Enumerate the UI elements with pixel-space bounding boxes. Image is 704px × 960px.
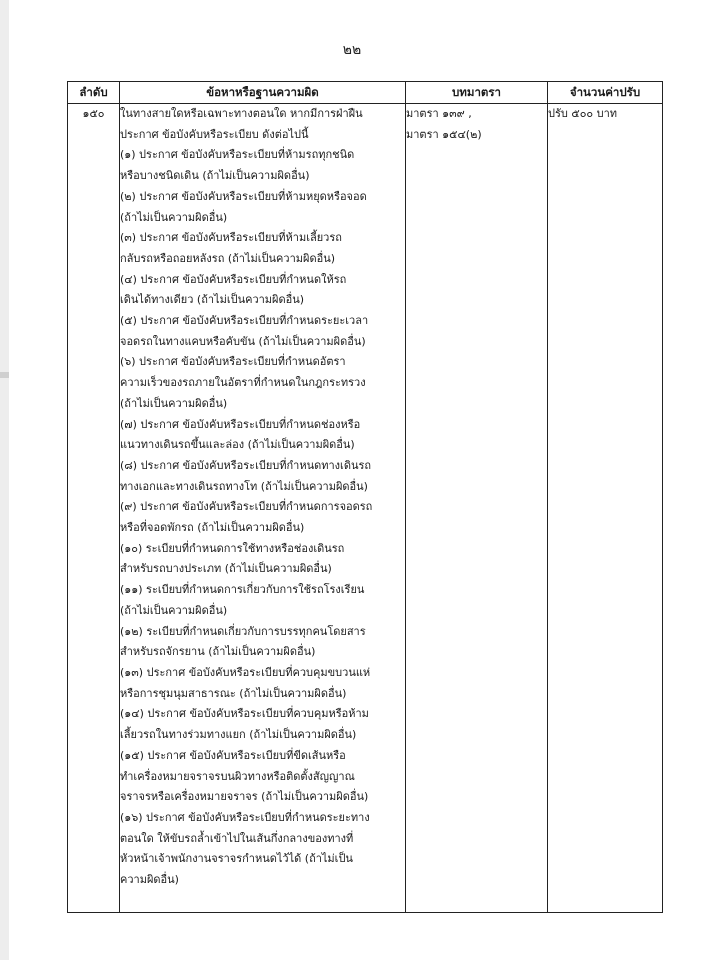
offense-item-line: (๑๔) ประกาศ ข้อบังคับหรือระเบียบที่ควบคุมหรือห้าม [120, 707, 369, 721]
header-fine: จำนวนค่าปรับ [548, 82, 663, 104]
offense-item [120, 808, 405, 891]
offense-item-line: (ถ้าไม่เป็นความผิดอื่น) [120, 603, 228, 617]
order-number: ๑๕๐ [68, 104, 120, 913]
offense-item [120, 622, 405, 663]
offense-description [120, 104, 406, 913]
offense-item-line: (๑๓) ประกาศ ข้อบังคับหรือระเบียบที่ควบคุมขบวนแห่ [120, 665, 371, 679]
fine-amount: ปรับ ๕๐๐ บาท [548, 104, 663, 913]
offense-item [120, 456, 405, 497]
table-row [68, 104, 663, 913]
section-line: มาตรา ๑๓๙ , [406, 107, 472, 120]
page-number: ๒๒ [342, 42, 362, 58]
offense-item-line: ตอนใด ให้ขับรถล้ำเข้าไปในเส้นกึ่งกลางของทางที่ [120, 831, 354, 845]
offense-item-line: แนวทางเดินรถขึ้นและล่อง (ถ้าไม่เป็นความผิดอื่น) [120, 438, 355, 452]
offense-item-line: (๘) ประกาศ ข้อบังคับหรือระเบียบที่กำหนดทางเดินรถ [120, 458, 372, 472]
offense-item-line: เดินได้ทางเดียว (ถ้าไม่เป็นความผิดอื่น) [120, 293, 305, 307]
offense-item [120, 145, 405, 186]
offense-item-line: สำหรับรถจักรยาน (ถ้าไม่เป็นความผิดอื่น) [120, 645, 316, 659]
section-line: มาตรา ๑๕๔(๒) [406, 127, 482, 141]
offense-item-line: (๑๕) ประกาศ ข้อบังคับหรือระเบียบที่ขีดเส้นหรือ [120, 748, 346, 762]
offense-item [120, 352, 405, 414]
header-offense: ข้อหาหรือฐานความผิด [120, 82, 406, 104]
offense-item-line: (๗) ประกาศ ข้อบังคับหรือระเบียบที่กำหนดช่องหรือ [120, 417, 361, 431]
offense-intro [120, 104, 405, 145]
offense-item-line: (๑๖) ประกาศ ข้อบังคับหรือระเบียบที่กำหนดระยะทาง [120, 810, 370, 824]
offense-item [120, 187, 405, 228]
offense-item-line: (๓) ประกาศ ข้อบังคับหรือระเบียบที่ห้ามเลี้ยวรถ [120, 231, 342, 245]
offense-item-line: (๔) ประกาศ ข้อบังคับหรือระเบียบที่กำหนดให้รถ [120, 272, 347, 286]
offense-intro-line: ในทางสายใดหรือเฉพาะทางตอนใด หากมีการฝ่าฝืน [120, 107, 363, 120]
offense-item-line: หรือบางชนิดเดิน (ถ้าไม่เป็นความผิดอื่น) [120, 169, 310, 183]
offense-item-line: กลับรถหรือถอยหลังรถ (ถ้าไม่เป็นความผิดอื่น) [120, 251, 335, 265]
offense-item-line: (ถ้าไม่เป็นความผิดอื่น) [120, 210, 228, 224]
offense-item-line: หัวหน้าเจ้าพนักงานจราจรกำหนดไว้ได้ (ถ้าไม่เป็น [120, 852, 353, 866]
offense-item-line: ทำเครื่องหมายจราจรบนผิวทางหรือติดตั้งสัญญาณ [120, 769, 355, 783]
offense-item-line: (๙) ประกาศ ข้อบังคับหรือระเบียบที่กำหนดการจอดรถ [120, 500, 373, 514]
offense-item [120, 415, 405, 456]
header-section: บทมาตรา [406, 82, 548, 104]
offense-item [120, 497, 405, 538]
offense-item-line: สำหรับรถบางประเภท (ถ้าไม่เป็นความผิดอื่น) [120, 562, 332, 576]
offense-items [120, 145, 405, 890]
offense-item-line: ความเร็วของรถภายในอัตราที่กำหนดในกฎกระทรวง [120, 376, 366, 390]
viewer-edge-marker [0, 372, 9, 378]
offense-item [120, 228, 405, 269]
offense-item [120, 663, 405, 704]
offense-item-line: จอดรถในทางแคบหรือคับขัน (ถ้าไม่เป็นความผิดอื่น) [120, 334, 366, 348]
offense-fine-table [67, 81, 663, 913]
offense-item-line: (๑๑) ระเบียบที่กำหนดการเกี่ยวกับการใช้รถโรงเรียน [120, 583, 365, 597]
table-header-row [68, 82, 663, 104]
offense-item-line: หรือที่จอดพักรถ (ถ้าไม่เป็นความผิดอื่น) [120, 521, 305, 535]
offense-item [120, 311, 405, 352]
offense-item [120, 539, 405, 580]
offense-item-line: (๕) ประกาศ ข้อบังคับหรือระเบียบที่กำหนดระยะเวลา [120, 314, 369, 328]
offense-item-line: (ถ้าไม่เป็นความผิดอื่น) [120, 396, 228, 410]
viewer-left-edge [0, 0, 9, 960]
offense-item-line: หรือการชุมนุมสาธารณะ (ถ้าไม่เป็นความผิดอื่น) [120, 686, 347, 700]
offense-item-line: ความผิดอื่น) [120, 873, 179, 887]
offense-item [120, 270, 405, 311]
offense-item-line: เลี้ยวรถในทางร่วมทางแยก (ถ้าไม่เป็นความผิดอื่น) [120, 728, 357, 742]
offense-item-line: (๑๒) ระเบียบที่กำหนดเกี่ยวกับการบรรทุกคนโดยสาร [120, 624, 366, 638]
offense-item-line: ทางเอกและทางเดินรถทางโท (ถ้าไม่เป็นความผิดอื่น) [120, 479, 368, 493]
offense-item [120, 746, 405, 808]
offense-item [120, 580, 405, 621]
offense-item-line: (๒) ประกาศ ข้อบังคับหรือระเบียบที่ห้ามหยุดหรือจอด [120, 189, 367, 203]
offense-item-line: (๑๐) ระเบียบที่กำหนดการใช้ทางหรือช่องเดินรถ [120, 541, 345, 555]
section-lines [406, 104, 547, 145]
offense-item [120, 704, 405, 745]
offense-item-line: (๑) ประกาศ ข้อบังคับหรือระเบียบที่ห้ามรถทุกชนิด [120, 148, 355, 162]
legal-section [406, 104, 548, 913]
header-order: ลำดับ [68, 82, 120, 104]
offense-intro-line: ประกาศ ข้อบังคับหรือระเบียบ ดังต่อไปนี้ [120, 127, 309, 141]
offense-item-line: จราจรหรือเครื่องหมายจราจร (ถ้าไม่เป็นความผิดอื่น) [120, 790, 369, 804]
offense-item-line: (๖) ประกาศ ข้อบังคับหรือระเบียบที่กำหนดอัตรา [120, 355, 346, 369]
